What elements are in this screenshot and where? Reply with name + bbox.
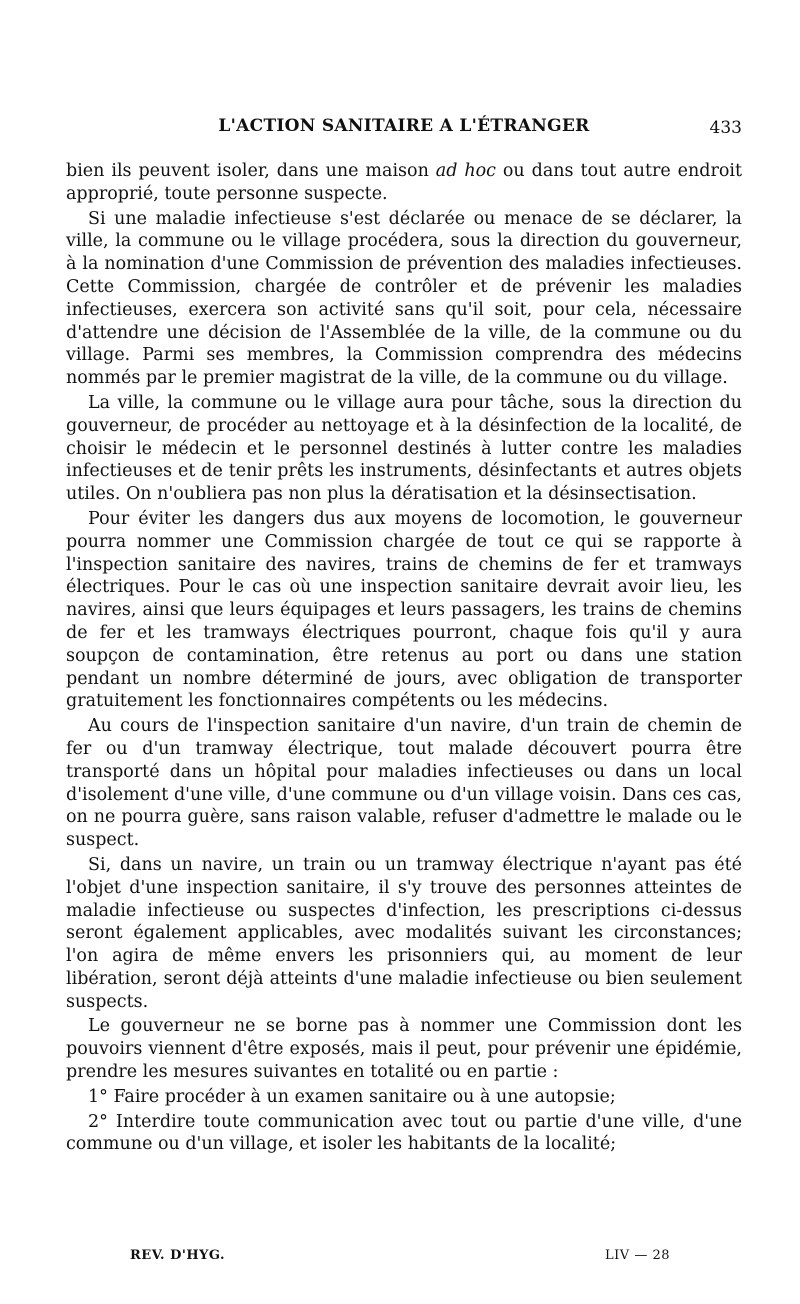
- paragraph: Pour éviter les dangers dus aux moyens de locomotion, le gouverneur pourra nommer une Commission chargée de tout ce qui se rapporte à l'inspection sanitaire des navires, trains de chemins de fer et tramways électriques. Pour le cas où une inspection sanitaire devrait avoir lieu, les navires, ainsi que leurs équipages et leurs passagers, les trains de chemins de fer et les tramways électriques pourront, chaque fois qu'il y aura soupçon de contamination, être retenus au port ou dans une station pendant un nombre déterminé de jours, avec obligation de transporter gratuitement les fonctionnaires compétents ou les médecins.: [66, 508, 742, 712]
- page-number: 433: [709, 118, 742, 138]
- paragraph-continuation: [66, 160, 742, 206]
- page-header: [66, 116, 742, 146]
- list-item: 2° Interdire toute communication avec tout ou partie d'une ville, d'une commune ou d'un village, et isoler les habitants de la localité;: [66, 1111, 742, 1155]
- footer-gathering-mark: LIV — 28: [605, 1248, 670, 1263]
- page-footer: [130, 1248, 670, 1270]
- body-text: [66, 160, 742, 1158]
- paragraph-text: bien ils peuvent isoler, dans une maison: [66, 161, 436, 181]
- running-title: L'ACTION SANITAIRE A L'ÉTRANGER: [218, 116, 590, 136]
- paragraph-text: ou dans tout autre endroit approprié, toute personne suspecte.: [66, 161, 743, 204]
- paragraph: La ville, la commune ou le village aura pour tâche, sous la direction du gouverneur, de procéder au nettoyage et à la désinfection de la localité, de choisir le médecin et le personnel destinés à lutter contre les maladies infectieuses et de tenir prêts les instruments, désinfectants et autres objets utiles. On n'oubliera pas non plus la dératisation et la désinsectisation.: [66, 392, 742, 505]
- paragraph: Le gouverneur ne se borne pas à nommer une Commission dont les pouvoirs viennent d'être exposés, mais il peut, pour prévenir une épidémie, prendre les mesures suivantes en totalité ou en partie :: [66, 1016, 742, 1083]
- list-item: 1° Faire procéder à un examen sanitaire ou à une autopsie;: [88, 1086, 616, 1107]
- paragraph: Si une maladie infectieuse s'est déclarée ou menace de se déclarer, la ville, la commune ou le village procédera, sous la direction du gouverneur, à la nomination d'une Commission de prévention des maladies infectieuses. Cette Commission, chargée de contrôler et de prévenir les maladies infectieuses, exercera son activité sans qu'il soit, pour cela, nécessaire d'attendre une décision de l'Assemblée de la ville, de la commune ou du village. Parmi ses membres, la Commission comprendra des médecins nommés par le premier magistrat de la ville, de la commune ou du village.: [66, 208, 742, 389]
- footer-journal-signature: REV. D'HYG.: [130, 1248, 226, 1263]
- italic-term: ad hoc: [435, 161, 496, 181]
- paragraph: Au cours de l'inspection sanitaire d'un navire, d'un train de chemin de fer ou d'un tramway électrique, tout malade découvert pourra être transporté dans un hôpital pour maladies infectieuses ou dans un local d'isolement d'une ville, d'une commune ou d'un village voisin. Dans ces cas, on ne pourra guère, sans raison valable, refuser d'admettre le malade ou le suspect.: [66, 716, 742, 851]
- paragraph: Si, dans un navire, un train ou un tramway électrique n'ayant pas été l'objet d'une inspection sanitaire, il s'y trouve des personnes atteintes de maladie infectieuse ou suspectes d'infection, les prescriptions ci-dessus seront également applicables, avec modalités suivant les circonstances; l'on agira de même envers les prisonniers qui, au moment de leur libération, seront déjà atteints d'une maladie infectieuse ou bien seulement suspects.: [66, 854, 742, 1012]
